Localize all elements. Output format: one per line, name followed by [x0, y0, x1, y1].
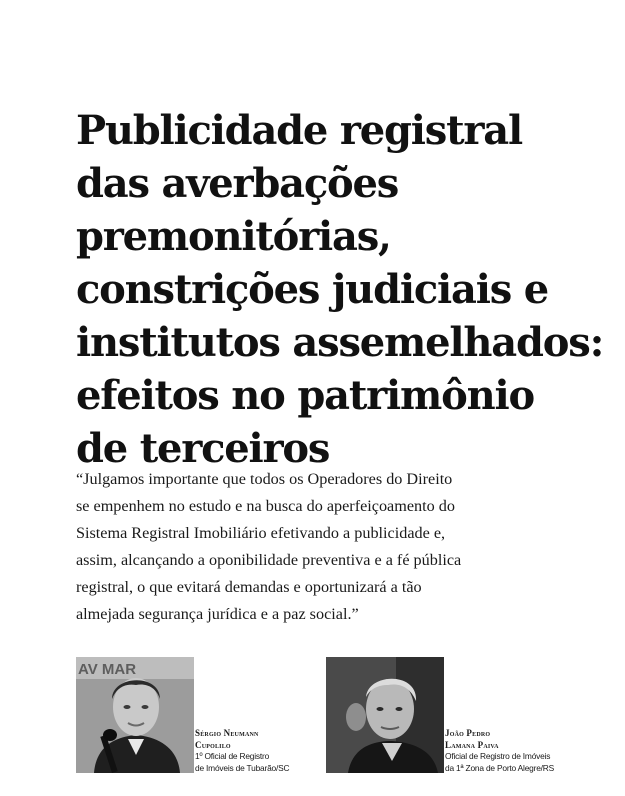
author-role-line: de Imóveis de Tubarão/SC [195, 762, 290, 773]
quote-line: assim, alcançando a oponibilidade preventiva e a fé pública [76, 551, 462, 569]
quote-line: registral, o que evitará demandas e oportunizará a tão [76, 578, 422, 596]
quote-line: Sistema Registral Imobiliário efetivando a publicidade e, [76, 524, 446, 542]
pull-quote [76, 466, 556, 628]
author-name-line: João Pedro [445, 728, 491, 738]
article-title [76, 104, 616, 475]
author-role-line: da 1ª Zona de Porto Alegre/RS [445, 762, 555, 773]
quote-line: se empenhem no estudo e na busca do aperfeiçoamento do [76, 497, 455, 515]
author-caption-joao [445, 727, 554, 774]
author-role-line: Oficial de Registro de Imóveis [445, 751, 551, 761]
author-role-line: 1º Oficial de Registro [195, 751, 270, 761]
quote-line: “Julgamos importante que todos os Operadores do Direito [76, 470, 453, 488]
quote-line: almejada segurança jurídica e a paz social.” [76, 605, 359, 623]
title-line: constrições judiciais e [76, 266, 548, 313]
title-line: premonitórias, [76, 213, 391, 260]
author-photo-sergio [76, 657, 194, 773]
title-line: Publicidade registral [76, 107, 522, 154]
photo-backdrop-text: AV MAR [78, 661, 137, 678]
title-line: efeitos no patrimônio [76, 372, 534, 419]
author-name-line: Cupolilo [195, 740, 231, 750]
title-line: das averbações [76, 160, 399, 207]
title-line: de terceiros [76, 425, 330, 472]
author-name-line: Lamana Paiva [445, 740, 499, 750]
title-line: institutos assemelhados: [76, 319, 604, 366]
author-photo-joao [326, 657, 444, 773]
author-name-line: Sérgio Neumann [195, 728, 259, 738]
author-caption-sergio [195, 727, 289, 774]
